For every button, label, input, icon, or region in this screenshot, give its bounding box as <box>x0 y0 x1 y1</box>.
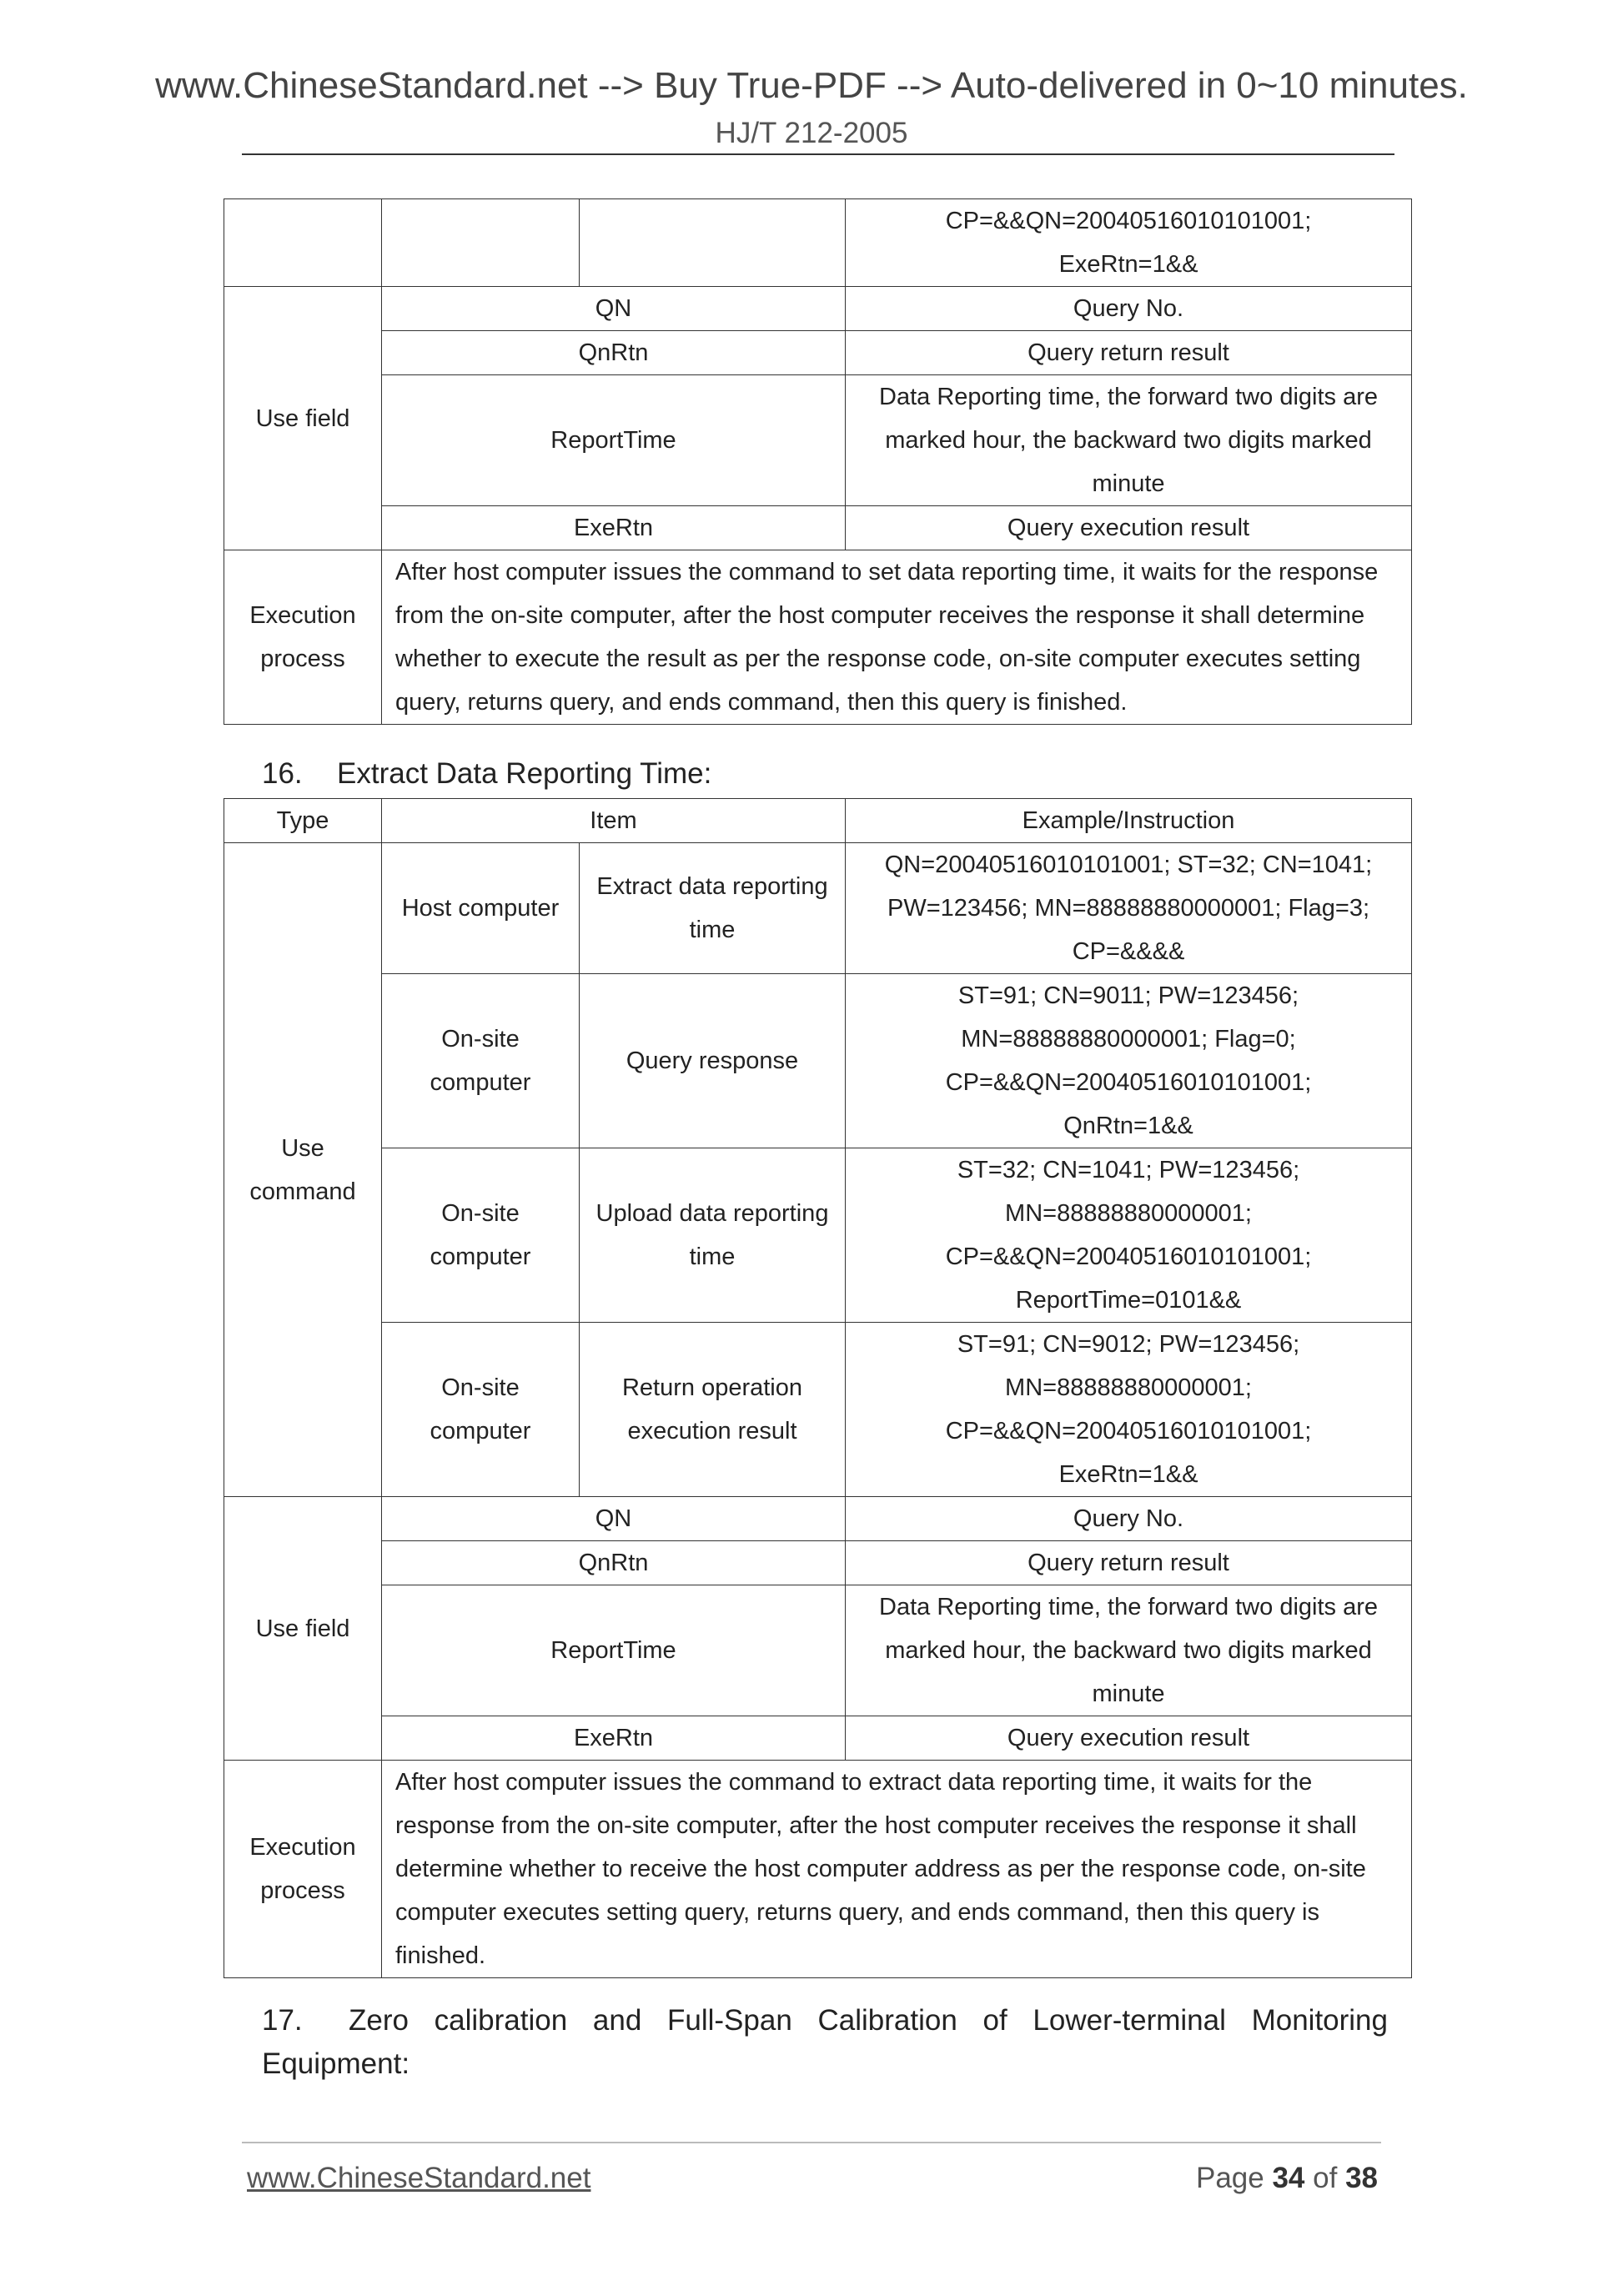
example-line: MN=88888880000001; <box>1005 1374 1252 1401</box>
example-line: QnRtn=1&& <box>1063 1113 1193 1139</box>
example-cell <box>846 1323 1412 1497</box>
example-line: ST=91; CN=9011; PW=123456; <box>957 982 1299 1009</box>
section-title: Extract Data Reporting Time: <box>337 757 712 790</box>
sender-cell: On-site computer <box>382 1323 580 1497</box>
table-row <box>224 1585 1412 1716</box>
table-row <box>224 1541 1412 1585</box>
example-line: ReportTime=0101&& <box>1015 1287 1242 1314</box>
example-line: CP=&&QN=20040516010101001; <box>945 1243 1312 1270</box>
section-heading <box>262 757 711 791</box>
table-row <box>224 1716 1412 1761</box>
example-line: ST=32; CN=1041; PW=123456; <box>957 1157 1300 1183</box>
execution-process-label: Execution process <box>224 1761 382 1978</box>
field-description: Query return result <box>846 331 1412 375</box>
footer-divider <box>242 2142 1381 2143</box>
table-row <box>224 287 1412 331</box>
empty-cell <box>382 199 580 287</box>
execution-process-label: Execution process <box>224 550 382 725</box>
example-line: CP=&&QN=20040516010101001; <box>945 1418 1312 1444</box>
use-field-label: Use field <box>224 1497 382 1761</box>
table-row <box>224 506 1412 550</box>
example-line: ExeRtn=1&& <box>1058 251 1198 278</box>
example-line: PW=123456; MN=88888880000001; Flag=3; <box>887 895 1370 922</box>
section-number: 17. <box>262 2004 303 2037</box>
header-divider <box>242 153 1394 155</box>
field-name: ReportTime <box>382 1585 846 1716</box>
field-description: Data Reporting time, the forward two digits are marked hour, the backward two digits marked minute <box>846 375 1412 506</box>
current-page-number: 34 <box>1272 2162 1305 2194</box>
example-cell <box>846 1148 1412 1323</box>
example-line: ST=91; CN=9012; PW=123456; <box>957 1331 1300 1358</box>
table-row <box>224 843 1412 974</box>
action-cell: Extract data reporting time <box>580 843 846 974</box>
example-line: QN=20040516010101001; ST=32; CN=1041; <box>884 852 1373 878</box>
example-line: MN=88888880000001; <box>1005 1200 1252 1227</box>
table-row <box>224 550 1412 725</box>
field-name: QN <box>382 1497 846 1541</box>
empty-cell <box>224 199 382 287</box>
sender-cell: Host computer <box>382 843 580 974</box>
table-row <box>224 1323 1412 1497</box>
example-line: CP=&&QN=20040516010101001; <box>945 1069 1312 1096</box>
field-name: QnRtn <box>382 331 846 375</box>
table-row <box>224 375 1412 506</box>
table-row <box>224 974 1412 1148</box>
section-title: Zero calibration and Full-Span Calibration of Lower-terminal Monitoring Equipment: <box>262 2004 1388 2080</box>
table-row <box>224 331 1412 375</box>
example-cell <box>846 843 1412 974</box>
header-banner: www.ChineseStandard.net --> Buy True-PDF --> Auto-delivered in 0~10 minutes. <box>155 65 1468 106</box>
empty-cell <box>580 199 846 287</box>
footer-site-link[interactable]: www.ChineseStandard.net <box>247 2162 591 2194</box>
field-description: Query No. <box>846 287 1412 331</box>
field-name: ExeRtn <box>382 506 846 550</box>
section-number: 16. <box>262 757 303 790</box>
execution-process-text: After host computer issues the command to extract data reporting time, it waits for the response from the on-site computer, after the host computer receives the response it shall determine whether to receive the host computer address as per the response code, on-site computer executes setting query, returns query, and ends command, then this query is finished. <box>382 1761 1412 1978</box>
field-name: ReportTime <box>382 375 846 506</box>
total-page-count: 38 <box>1345 2162 1378 2194</box>
page-indicator <box>1196 2162 1378 2195</box>
action-cell: Query response <box>580 974 846 1148</box>
of-word: of <box>1313 2162 1338 2194</box>
field-description: Query No. <box>846 1497 1412 1541</box>
example-line: CP=&&QN=20040516010101001; <box>945 208 1312 234</box>
table-row <box>224 1761 1412 1978</box>
column-header-item: Item <box>382 799 846 843</box>
field-description: Query return result <box>846 1541 1412 1585</box>
sender-cell: On-site computer <box>382 974 580 1148</box>
extract-reporting-time-table <box>224 798 1412 1978</box>
field-description: Query execution result <box>846 506 1412 550</box>
example-line: ExeRtn=1&& <box>1058 1461 1198 1488</box>
section-heading <box>262 1999 1388 2086</box>
sender-cell: On-site computer <box>382 1148 580 1323</box>
use-command-label: Use command <box>224 843 382 1497</box>
execution-process-text: After host computer issues the command to set data reporting time, it waits for the response from the on-site computer, after the host computer receives the response it shall determine whether to execute the result as per the response code, on-site computer executes setting query, returns query, and ends command, then this query is finished. <box>382 550 1412 725</box>
set-reporting-time-table <box>224 198 1412 725</box>
example-cell <box>846 974 1412 1148</box>
field-name: QnRtn <box>382 1541 846 1585</box>
action-cell: Return operation execution result <box>580 1323 846 1497</box>
table-row <box>224 1497 1412 1541</box>
page-word: Page <box>1195 2162 1264 2194</box>
field-name: ExeRtn <box>382 1716 846 1761</box>
table-row <box>224 199 1412 287</box>
table-row <box>224 1148 1412 1323</box>
field-description: Query execution result <box>846 1716 1412 1761</box>
document-id: HJ/T 212-2005 <box>715 117 908 149</box>
example-line: MN=88888880000001; Flag=0; <box>961 1026 1296 1053</box>
field-name: QN <box>382 287 846 331</box>
column-header-type: Type <box>224 799 382 843</box>
field-description: Data Reporting time, the forward two digits are marked hour, the backward two digits marked minute <box>846 1585 1412 1716</box>
example-cell <box>846 199 1412 287</box>
example-line: CP=&&&& <box>1072 938 1185 965</box>
action-cell: Upload data reporting time <box>580 1148 846 1323</box>
column-header-example: Example/Instruction <box>846 799 1412 843</box>
use-field-label: Use field <box>224 287 382 550</box>
table-header-row <box>224 799 1412 843</box>
